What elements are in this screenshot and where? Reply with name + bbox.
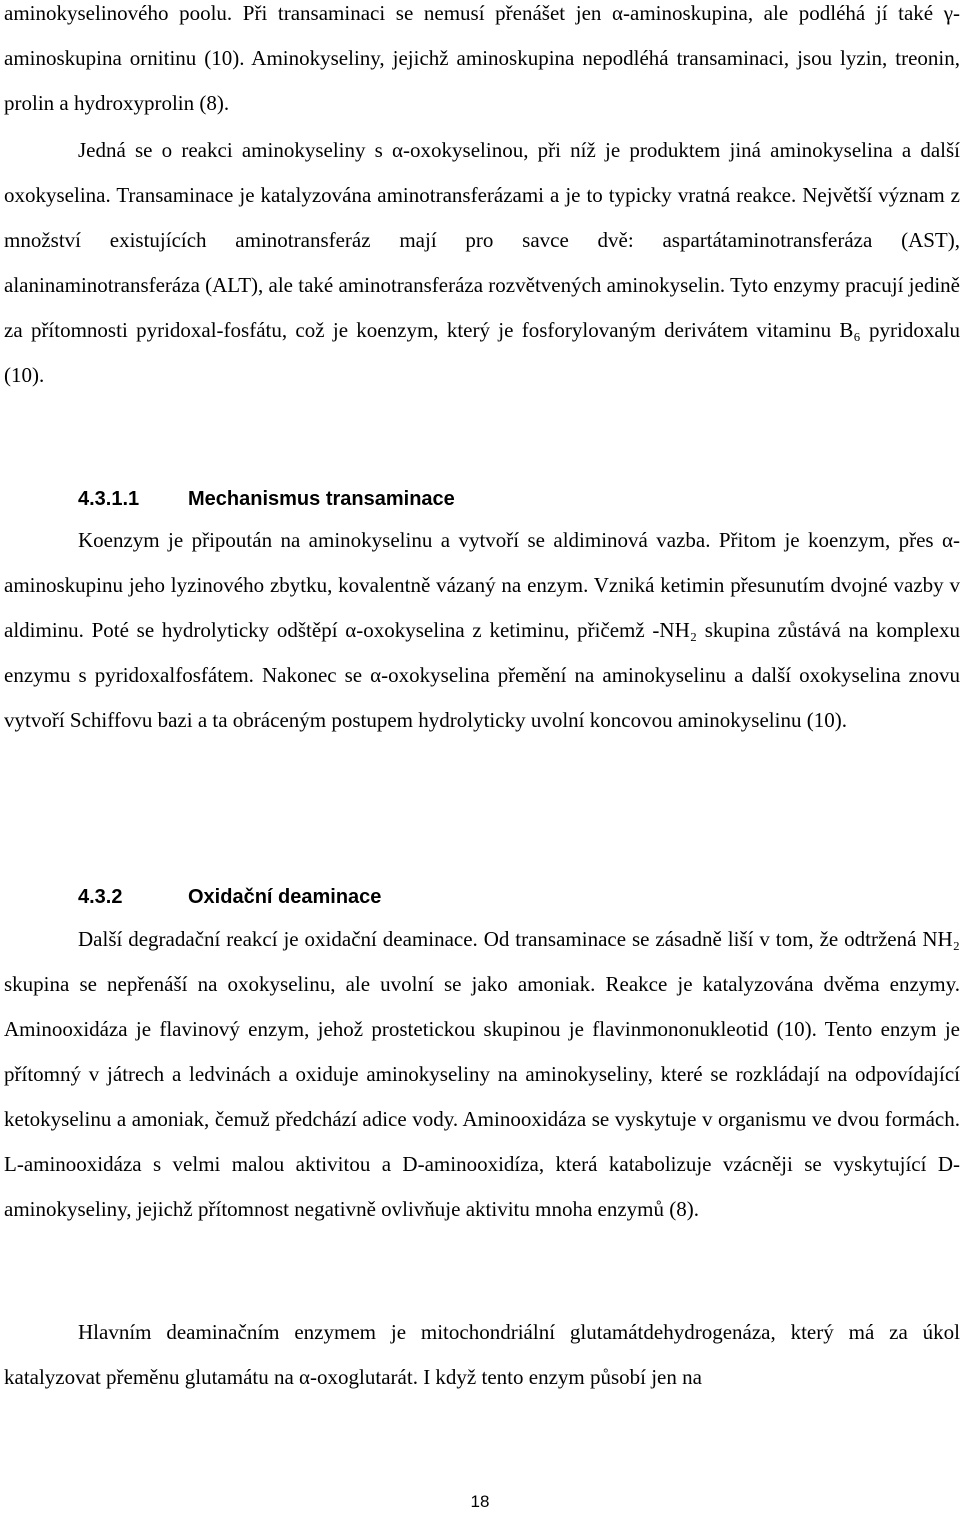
paragraph-oxidative-deamination: Další degradační reakcí je oxidační deaminace. Od transaminace se zásadně liší v tom, že odtržená NH₂ skupina se nepřenáší na oxokyselinu, ale uvolní se jako amoniak. Reakce je katalyzována dvěma enzymy. Aminooxidáza je flavinový enzym, jehož prostetickou skupinou je flavinmononukleotid (10). Tento enzym je přítomný v játrech a ledvinách a oxiduje aminokyseliny na aminokyseliny, které se rozkládají na odpovídající ketokyselinu a amoniak, čemuž předchází adice vody. Aminooxidáza se vyskytuje v organismu ve dvou formách. L-aminooxidáza s velmi malou aktivitou a D-aminooxidíza, která katabolizuje vzácněji se vyskytující D-aminokyseliny, jejichž přítomnost negativně ovlivňuje aktivitu mnoha enzymů (8). bbox=[4, 927, 960, 1221]
section-title: Mechanismus transaminace bbox=[188, 488, 455, 510]
section-number: 4.3.2 bbox=[78, 886, 123, 908]
section-heading-432 bbox=[78, 885, 381, 909]
paragraph-transamination-mechanism: Koenzym je připoután na aminokyselinu a vytvoří se aldiminová vazba. Přitom je koenzym, přes α-aminoskupinu jeho lyzinového zbytku, kovalentně vázaný na enzym. Vzniká ketimin přesunutím dvojné vazby v aldiminu. Poté se hydrolyticky odštěpí α-oxokyselina z ketiminu, přičemž -NH₂ skupina zůstává na komplexu enzymu s pyridoxalfosfátem. Nakonec se α-oxokyselina přemění na aminokyselinu a další oxokyselina znovu vytvoří Schiffovu bazi a ta obráceným postupem hydrolyticky uvolní koncovou aminokyselinu (10). bbox=[4, 528, 960, 732]
section-title: Oxidační deaminace bbox=[188, 886, 382, 908]
paragraph-glutamate-dehydrogenase: Hlavním deaminačním enzymem je mitochondriální glutamátdehydrogenáza, který má za úkol katalyzovat přeměnu glutamátu na α-oxoglutarát. I když tento enzym působí jen na bbox=[4, 1320, 960, 1389]
section-heading-4311 bbox=[78, 487, 455, 511]
page-number: 18 bbox=[470, 1492, 490, 1511]
paragraph-transamination-reaction: Jedná se o reakci aminokyseliny s α-oxokyselinou, při níž je produktem jiná aminokyselina a další oxokyselina. Transaminace je katalyzována aminotransferázami a je to typicky vratná reakce. Největší význam z množství existujících aminotransferáz mají pro savce dvě: aspartátaminotransferáza (AST), alaninaminotransferáza (ALT), ale také aminotransferáza rozvětvených aminokyselin. Tyto enzymy pracují jedině za přítomnosti pyridoxal-fosfátu, což je koenzym, který je fosforylovaným derivátem vitaminu B₆ pyridoxalu (10). bbox=[4, 138, 960, 387]
section-number: 4.3.1.1 bbox=[78, 488, 140, 510]
paragraph-transamination-intro: aminokyselinového poolu. Při transaminaci se nemusí přenášet jen α-aminoskupina, ale podléhá jí také γ-aminoskupina ornitinu (10). Aminokyseliny, jejichž aminoskupina nepodléhá transaminaci, jsou lyzin, treonin, prolin a hydroxyprolin (8). bbox=[4, 1, 960, 115]
